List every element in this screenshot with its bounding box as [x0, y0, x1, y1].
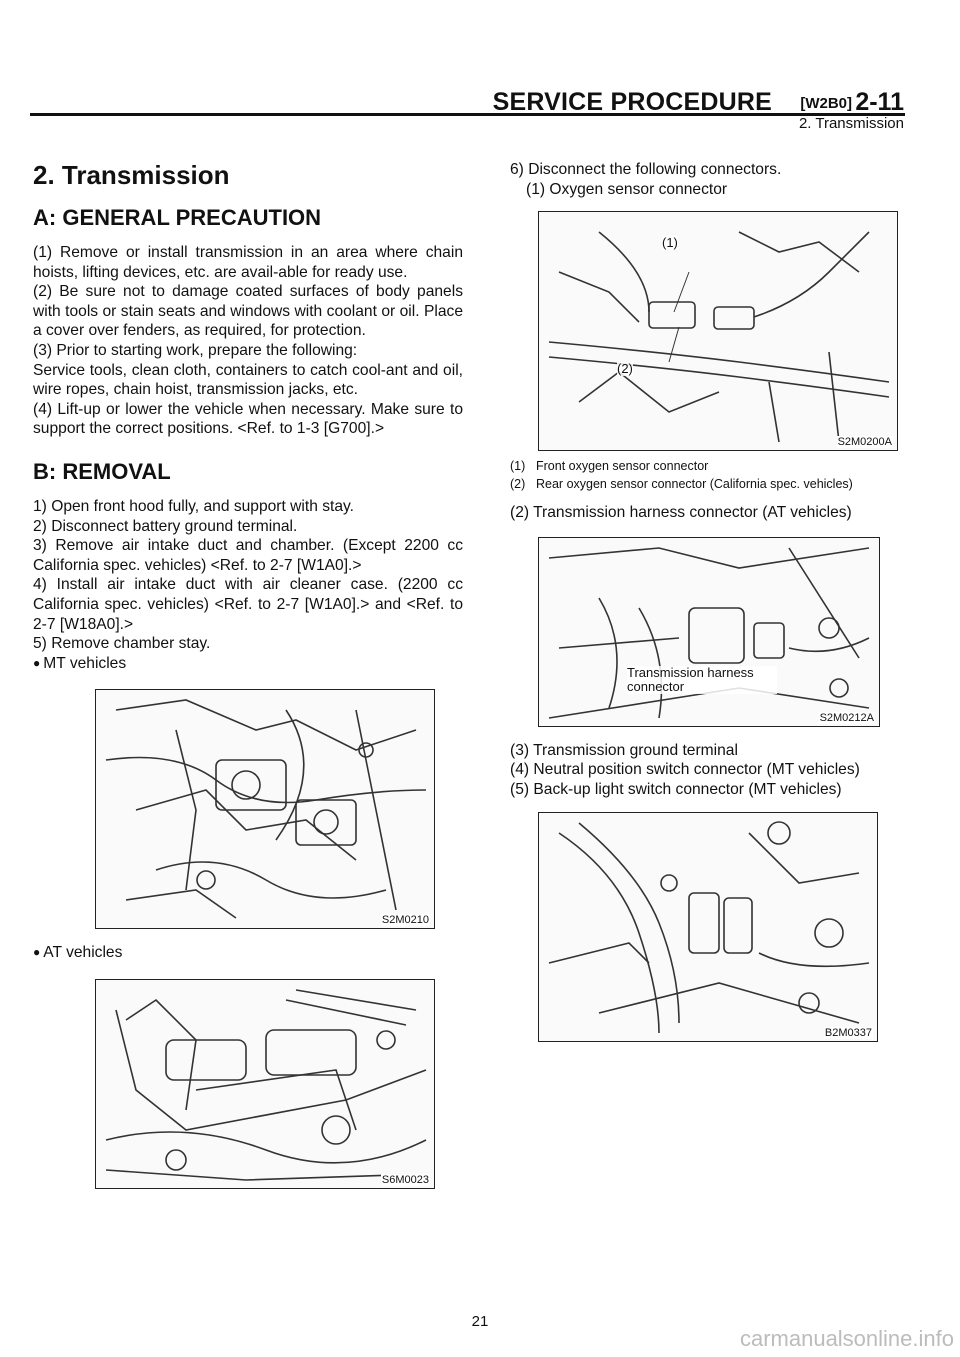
engine-bay-illustration: [96, 690, 434, 928]
removal-step: 5) Remove chamber stay.: [33, 635, 211, 653]
chapter-title: 2. Transmission: [33, 160, 230, 190]
removal-step: 3) Remove air intake duct and chamber. (Except 2200 cc California spec. vehicles) <Ref. to 2-7 [W1A0].>: [33, 537, 463, 574]
switch-connector-illustration: [539, 813, 877, 1041]
step-6: 6) Disconnect the following connectors.: [510, 161, 782, 178]
engine-bay-illustration: [96, 980, 434, 1188]
precaution-item: (2) Be sure not to damage coated surfaces of body panels with tools or stain seats and windows with coolant or oil. Place a cover over fenders, as required, for protection.: [33, 283, 463, 340]
caption-row: [510, 457, 906, 475]
caption-text: Front oxygen sensor connector: [536, 459, 709, 474]
bullet-mt-label: MT vehicles: [43, 654, 127, 672]
removal-step: 1) Open front hood fully, and support with stay.: [33, 497, 355, 515]
transmission-harness-illustration: [539, 538, 879, 726]
bullet-at: [33, 943, 463, 963]
header-rule: [30, 113, 905, 116]
sub-step-2: (2) Transmission harness connector (AT vehicles): [510, 504, 852, 522]
figure-at-engine-bay: [95, 979, 435, 1189]
figure-code: S2M0212A: [819, 711, 874, 724]
right-column: [510, 160, 906, 1042]
caption-row: [510, 475, 906, 493]
removal-step: 2) Disconnect battery ground terminal.: [33, 517, 298, 535]
left-column: [33, 160, 463, 1189]
sub-step-3: (3) Transmission ground terminal: [510, 741, 738, 759]
header-subtitle: 2. Transmission: [798, 115, 904, 132]
oxygen-sensor-illustration: [539, 212, 897, 450]
section-title: SERVICE PROCEDURE: [492, 88, 772, 116]
precaution-heading: A: GENERAL PRECAUTION: [33, 205, 322, 230]
figure-code: S2M0200A: [837, 436, 892, 449]
page-reference: 2-11: [855, 88, 904, 116]
sub-step-1: (1) Oxygen sensor connector: [526, 180, 728, 198]
figure-mt-engine-bay: [95, 689, 435, 929]
section-code: [W2B0]: [800, 95, 852, 112]
bullet-icon: ●: [33, 945, 41, 960]
caption-number: (2): [510, 477, 526, 492]
figure-code: S2M0210: [381, 914, 429, 927]
precaution-item: (1) Remove or install transmission in an area where chain hoists, lifting devices, etc. are avail-able for ready use.: [33, 244, 463, 281]
figure-code: S6M0023: [381, 1173, 429, 1186]
precaution-item: Service tools, clean cloth, containers to catch cool-ant and oil, wire ropes, chain hoist, transmission jacks, etc.: [33, 361, 463, 399]
bullet-at-label: AT vehicles: [43, 944, 123, 962]
figure-oxygen-sensor: [538, 211, 898, 451]
caption-number: (1): [510, 459, 526, 474]
callout-1: (1): [662, 235, 678, 251]
bullet-mt: [33, 654, 463, 674]
precaution-item: (4) Lift-up or lower the vehicle when necessary. Make sure to support the correct positions. <Ref. to 1-3 [G700].>: [33, 400, 463, 438]
removal-heading: B: REMOVAL: [33, 458, 171, 484]
figure-captions: [510, 457, 906, 493]
removal-step: 4) Install air intake duct with air cleaner case. (2200 cc California spec. vehicles) <Ref. to 2-7 [W1A0].> and <Ref. to 2-7 [W18A0].>: [33, 576, 463, 633]
bullet-icon: ●: [33, 655, 41, 670]
sub-step-4: (4) Neutral position switch connector (MT vehicles): [510, 761, 860, 779]
figure-code: B2M0337: [824, 1026, 872, 1039]
precaution-item: (3) Prior to starting work, prepare the following:: [33, 341, 358, 359]
watermark: carmanualsonline.info: [739, 1326, 954, 1351]
figure-transmission-harness: [538, 537, 880, 727]
callout-2: (2): [617, 361, 633, 377]
harness-callout: Transmission harness connector: [627, 666, 777, 694]
page-number: 21: [471, 1313, 489, 1330]
sub-step-5: (5) Back-up light switch connector (MT vehicles): [510, 780, 842, 798]
figure-switch-connectors: [538, 812, 878, 1042]
caption-text: Rear oxygen sensor connector (California spec. vehicles): [536, 477, 853, 492]
